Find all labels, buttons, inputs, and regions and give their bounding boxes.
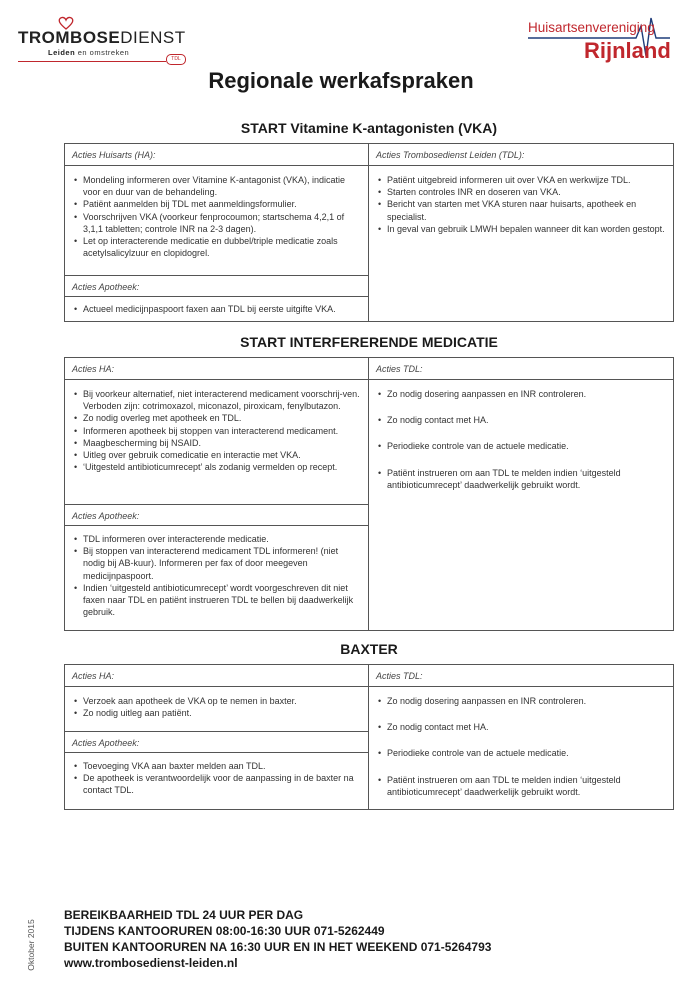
list-huisarts bbox=[65, 166, 368, 259]
list-item: • Zo nodig overleg met apotheek en TDL. bbox=[74, 412, 360, 424]
list-item: • Zo nodig uitleg aan patiënt. bbox=[74, 707, 360, 719]
header-huisarts: Acties Huisarts (HA): bbox=[65, 144, 368, 166]
header-tdl: Acties Trombosedienst Leiden (TDL): bbox=[369, 144, 673, 166]
cell-apotheek bbox=[65, 731, 368, 797]
cell-huisarts bbox=[65, 665, 368, 719]
cell-huisarts bbox=[65, 144, 368, 259]
list-item: • Zo nodig contact met HA. bbox=[378, 721, 665, 733]
huisartsenvereniging-logo bbox=[528, 16, 674, 68]
list-item: • ‘Uitgesteld antibioticumrecept’ als zodanig vermelden op recept. bbox=[74, 461, 360, 473]
logo-tag: TDL bbox=[166, 54, 186, 65]
contact-footer bbox=[64, 907, 624, 971]
list-apotheek bbox=[65, 753, 368, 797]
header-tdl: Acties TDL: bbox=[369, 665, 673, 687]
cell-apotheek bbox=[65, 504, 368, 618]
table-interfererende bbox=[64, 357, 674, 631]
column-left bbox=[65, 358, 369, 630]
list-tdl bbox=[369, 166, 673, 235]
table-baxter bbox=[64, 664, 674, 810]
list-item: • Periodieke controle van de actuele medicatie. bbox=[378, 440, 665, 452]
section-title-interfererende: START INTERFERERENDE MEDICATIE bbox=[240, 334, 498, 350]
footer-line-office-hours: TIJDENS KANTOORUREN 08:00-16:30 UUR 071-5262449 bbox=[64, 924, 385, 938]
footer-website-link[interactable]: www.trombosedienst-leiden.nl bbox=[64, 956, 238, 970]
list-item: • Informeren apotheek bij stoppen van interacterend medicament. bbox=[74, 425, 360, 437]
table-vka bbox=[64, 143, 674, 322]
list-item: • Zo nodig dosering aanpassen en INR controleren. bbox=[378, 695, 665, 707]
list-item: • Bij voorkeur alternatief, niet interacterend medicament voorschrij-ven. Verboden zijn: cotrimoxazol, miconazol, piroxicam, fenylbutazon. bbox=[74, 388, 360, 412]
list-item: • Mondeling informeren over Vitamine K-antagonist (VKA), indicatie voor en duur van de behandeling. bbox=[74, 174, 360, 198]
header-huisarts: Acties HA: bbox=[65, 665, 368, 687]
list-item: • De apotheek is verantwoordelijk voor de aanpassing in de baxter na contact TDL. bbox=[74, 772, 360, 796]
list-item: • Let op interacterende medicatie en dubbel/triple medicatie zoals acetylsalicylzuur en clopidogrel. bbox=[74, 235, 360, 259]
column-right bbox=[369, 144, 673, 321]
logo-brand-text: TROMBOSEDIENST bbox=[18, 28, 186, 47]
header-tdl: Acties TDL: bbox=[369, 358, 673, 380]
list-item: • Periodieke controle van de actuele medicatie. bbox=[378, 747, 665, 759]
cell-apotheek bbox=[65, 275, 368, 315]
list-item: • Patiënt instrueren om aan TDL te melden indien ‘uitgesteld antibioticumrecept’ daadwerkelijk gebruikt wordt. bbox=[378, 774, 665, 798]
section-title-baxter: BAXTER bbox=[340, 641, 398, 657]
list-item: • Uitleg over gebruik comedicatie en interactie met VKA. bbox=[74, 449, 360, 461]
list-item: • Verzoek aan apotheek de VKA op te nemen in baxter. bbox=[74, 695, 360, 707]
column-left bbox=[65, 665, 369, 809]
list-item: • Patiënt uitgebreid informeren uit over VKA en werkwijze TDL. bbox=[378, 174, 665, 186]
logo-right-line2: Rijnland bbox=[584, 38, 671, 63]
header-apotheek: Acties Apotheek: bbox=[65, 504, 368, 526]
list-item: • Patiënt aanmelden bij TDL met aanmeldingsformulier. bbox=[74, 198, 360, 210]
list-tdl bbox=[369, 687, 673, 798]
list-item: • Maagbescherming bij NSAID. bbox=[74, 437, 360, 449]
footer-line-availability: BEREIKBAARHEID TDL 24 UUR PER DAG bbox=[64, 908, 304, 922]
list-item: • Zo nodig dosering aanpassen en INR controleren. bbox=[378, 388, 665, 400]
logo-underline bbox=[18, 61, 166, 62]
logo-right-line1: Huisartsenvereniging bbox=[528, 20, 655, 35]
list-item: • Actueel medicijnpaspoort faxen aan TDL bij eerste uitgifte VKA. bbox=[74, 303, 360, 315]
list-tdl bbox=[369, 380, 673, 491]
logo-subtitle: Leiden en omstreken bbox=[48, 48, 130, 57]
list-item: • Indien ‘uitgesteld antibioticumrecept’ wordt voorgeschreven dit niet faxen naar TDL en patiënt instrueren TDL te bellen bij daadwerkelijk gebruik. bbox=[74, 582, 360, 619]
column-right bbox=[369, 665, 673, 809]
list-item: • Zo nodig contact met HA. bbox=[378, 414, 665, 426]
list-item: • Toevoeging VKA aan baxter melden aan TDL. bbox=[74, 760, 360, 772]
list-item: • In geval van gebruik LMWH bepalen wanneer dit kan worden gestopt. bbox=[378, 223, 665, 235]
header-apotheek: Acties Apotheek: bbox=[65, 275, 368, 297]
page-title: Regionale werkafspraken bbox=[208, 68, 474, 93]
column-left bbox=[65, 144, 369, 321]
list-apotheek bbox=[65, 526, 368, 618]
list-apotheek bbox=[65, 297, 368, 315]
list-item: • Bericht van starten met VKA sturen naar huisarts, apotheek en specialist. bbox=[378, 198, 665, 222]
header-huisarts: Acties HA: bbox=[65, 358, 368, 380]
date-label: Oktober 2015 bbox=[26, 919, 36, 971]
list-huisarts bbox=[65, 687, 368, 719]
list-item: • Voorschrijven VKA (voorkeur fenprocoumon; startschema 4,2,1 of 3,1,1 tabletten; controle INR na 2-3 dagen). bbox=[74, 211, 360, 235]
list-item: • Patiënt instrueren om aan TDL te melden indien ‘uitgesteld antibioticumrecept’ daadwerkelijk gebruikt wordt. bbox=[378, 467, 665, 491]
list-item: • Bij stoppen van interacterend medicament TDL informeren! (niet nodig bij AB-kuur). Informeren per fax of door meegeven medicijnpaspoort. bbox=[74, 545, 360, 582]
list-item: • TDL informeren over interacterende medicatie. bbox=[74, 533, 360, 545]
column-right bbox=[369, 358, 673, 630]
section-title-vka: START Vitamine K-antagonisten (VKA) bbox=[240, 120, 498, 136]
list-huisarts bbox=[65, 380, 368, 473]
trombosedienst-logo bbox=[18, 16, 188, 68]
header-apotheek: Acties Apotheek: bbox=[65, 731, 368, 753]
list-item: • Starten controles INR en doseren van VKA. bbox=[378, 186, 665, 198]
footer-line-after-hours: BUITEN KANTOORUREN NA 16:30 UUR EN IN HET WEEKEND 071-5264793 bbox=[64, 940, 492, 954]
cell-huisarts bbox=[65, 358, 368, 473]
